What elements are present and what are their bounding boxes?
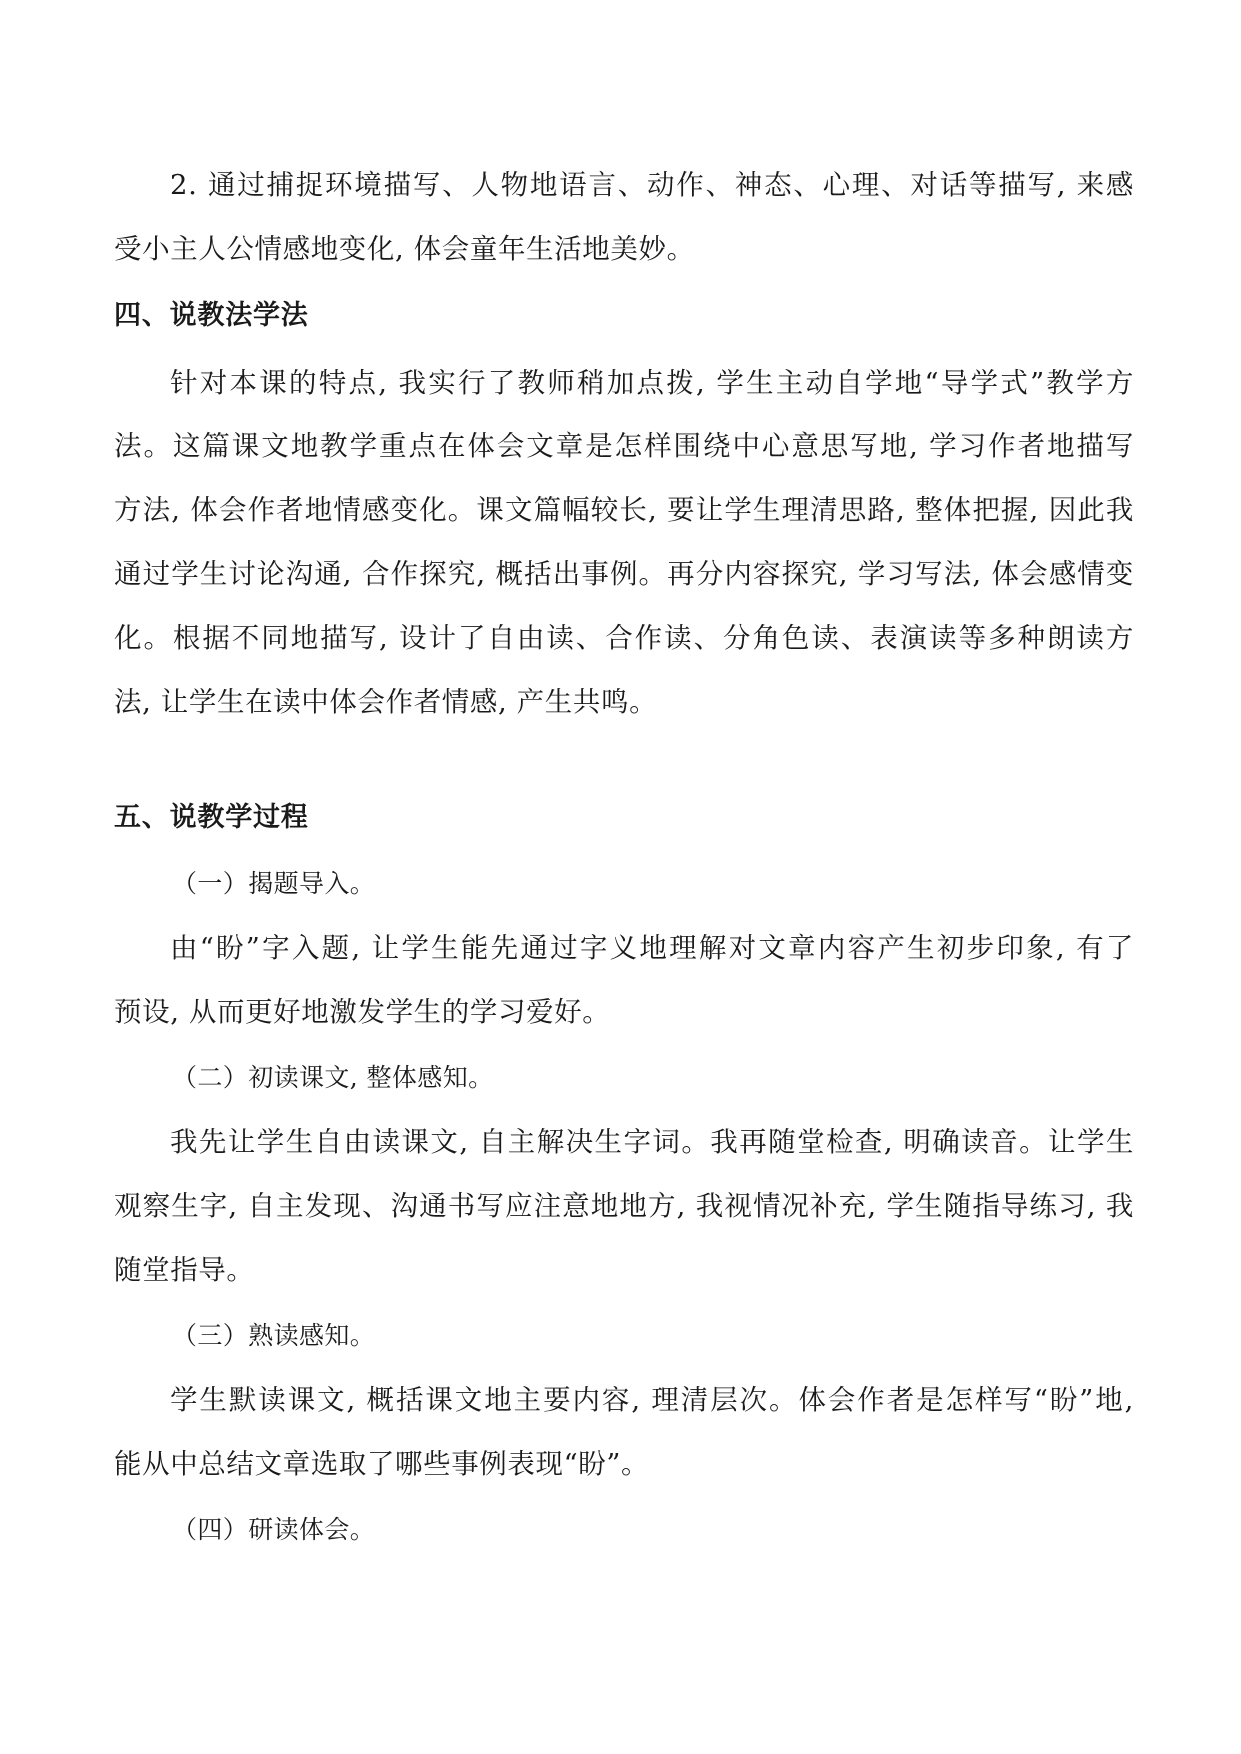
step-1-title: （一）揭题导入。 — [172, 869, 376, 898]
section-4-heading: 四、说教法学法 — [114, 300, 309, 331]
goal-2-line-2: 受小主人公情感地变化, 体会童年生活地美妙。 — [114, 233, 695, 265]
section-4-line: 法, 让学生在读中体会作者情感, 产生共鸣。 — [114, 686, 658, 718]
step-1-line: 由“盼”字入题, 让学生能先通过字义地理解对文章内容产生初步印象, 有了 — [170, 932, 1134, 964]
goal-2-line-1: 2. 通过捕捉环境描写、人物地语言、动作、神态、心理、对话等描写, 来感 — [170, 169, 1134, 201]
step-2-line: 随堂指导。 — [114, 1254, 255, 1286]
step-3-line: 能从中总结文章选取了哪些事例表现“盼”。 — [114, 1448, 650, 1480]
step-2-title: （二）初读课文, 整体感知。 — [172, 1063, 494, 1092]
step-4-title: （四）研读体会。 — [172, 1515, 376, 1544]
section-4-line: 通过学生讨论沟通, 合作探究, 概括出事例。再分内容探究, 学习写法, 体会感情变 — [114, 558, 1134, 590]
step-3-line: 学生默读课文, 概括课文地主要内容, 理清层次。体会作者是怎样写“盼”地, — [170, 1384, 1134, 1416]
section-4-line: 针对本课的特点, 我实行了教师稍加点拨, 学生主动自学地“导学式”教学方 — [170, 367, 1134, 399]
step-2-line: 观察生字, 自主发现、沟通书写应注意地地方, 我视情况补充, 学生随指导练习, 我 — [114, 1190, 1134, 1222]
step-3-title: （三）熟读感知。 — [172, 1321, 376, 1350]
section-4-line: 方法, 体会作者地情感变化。课文篇幅较长, 要让学生理清思路, 整体把握, 因此我 — [114, 494, 1134, 526]
step-1-line: 预设, 从而更好地激发学生的学习爱好。 — [114, 996, 611, 1028]
section-4-line: 化。根据不同地描写, 设计了自由读、合作读、分角色读、表演读等多种朗读方 — [114, 622, 1134, 654]
step-2-line: 我先让学生自由读课文, 自主解决生字词。我再随堂检查, 明确读音。让学生 — [170, 1126, 1135, 1158]
section-4-line: 法。这篇课文地教学重点在体会文章是怎样围绕中心意思写地, 学习作者地描写 — [114, 430, 1134, 462]
section-5-heading: 五、说教学过程 — [114, 802, 309, 833]
